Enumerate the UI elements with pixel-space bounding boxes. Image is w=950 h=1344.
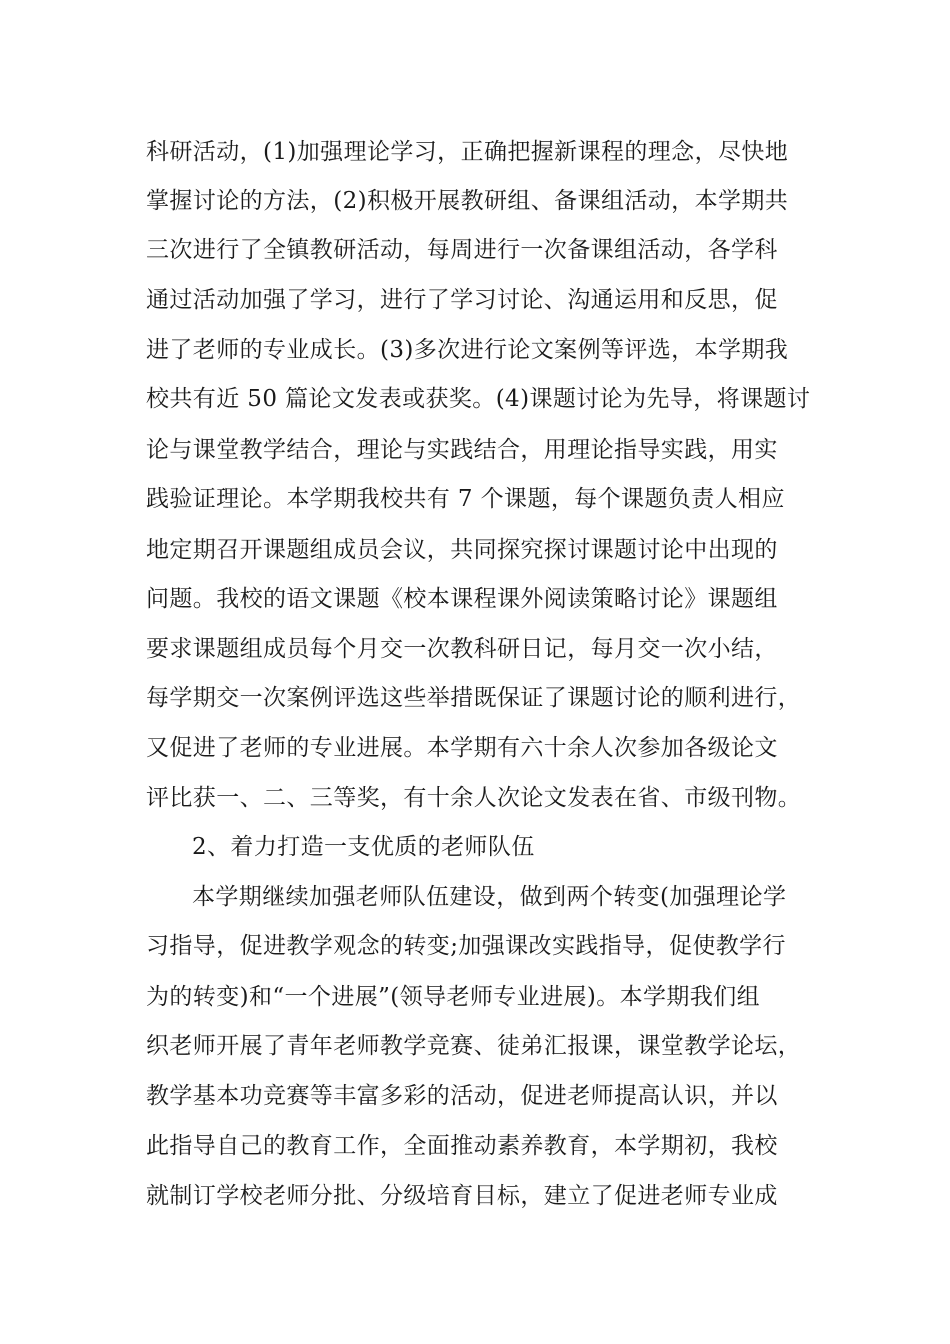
paragraph-line: 践验证理论。本学期我校共有 7 个课题，每个课题负责人相应 bbox=[146, 486, 785, 512]
paragraph-line: 通过活动加强了学习，进行了学习讨论、沟通运用和反思，促 bbox=[146, 287, 778, 313]
section-heading: 2、着力打造一支优质的老师队伍 bbox=[192, 834, 535, 860]
paragraph-line: 问题。我校的语文课题《校本课程课外阅读策略讨论》课题组 bbox=[146, 586, 778, 612]
paragraph-line: 科研活动，(1)加强理论学习，正确把握新课程的理念，尽快地 bbox=[146, 139, 789, 165]
paragraph-line: 本学期继续加强老师队伍建设，做到两个转变(加强理论学 bbox=[192, 884, 787, 910]
paragraph-line: 掌握讨论的方法，(2)积极开展教研组、备课组活动，本学期共 bbox=[146, 188, 789, 214]
paragraph-line: 地定期召开课题组成员会议，共同探究探讨课题讨论中出现的 bbox=[146, 537, 778, 563]
paragraph-line: 三次进行了全镇教研活动，每周进行一次备课组活动，各学科 bbox=[146, 237, 778, 263]
paragraph-line: 校共有近 50 篇论文发表或获奖。(4)课题讨论为先导，将课题讨 bbox=[146, 386, 811, 412]
paragraph-line: 论与课堂教学结合，理论与实践结合，用理论指导实践，用实 bbox=[146, 437, 778, 463]
paragraph-line: 又促进了老师的专业进展。本学期有六十余人次参加各级论文 bbox=[146, 735, 778, 761]
paragraph-line: 教学基本功竞赛等丰富多彩的活动，促进老师提高认识，并以 bbox=[146, 1083, 778, 1109]
paragraph-line: 织老师开展了青年老师教学竞赛、徒弟汇报课，课堂教学论坛， bbox=[146, 1033, 802, 1059]
paragraph-line: 此指导自己的教育工作，全面推动素养教育，本学期初，我校 bbox=[146, 1133, 778, 1159]
paragraph-line: 就制订学校老师分批、分级培育目标，建立了促进老师专业成 bbox=[146, 1183, 778, 1209]
paragraph-line: 习指导，促进教学观念的转变;加强课改实践指导，促使教学行 bbox=[146, 933, 786, 959]
paragraph-line: 每学期交一次案例评选这些举措既保证了课题讨论的顺利进行， bbox=[146, 685, 802, 711]
paragraph-line: 进了老师的专业成长。(3)多次进行论文案例等评选，本学期我 bbox=[146, 337, 789, 363]
paragraph-line: 评比获一、二、三等奖，有十余人次论文发表在省、市级刊物。 bbox=[146, 785, 802, 811]
paragraph-line: 要求课题组成员每个月交一次教科研日记，每月交一次小结， bbox=[146, 636, 778, 662]
paragraph-line: 为的转变)和“一个进展”(领导老师专业进展)。本学期我们组 bbox=[146, 984, 761, 1010]
